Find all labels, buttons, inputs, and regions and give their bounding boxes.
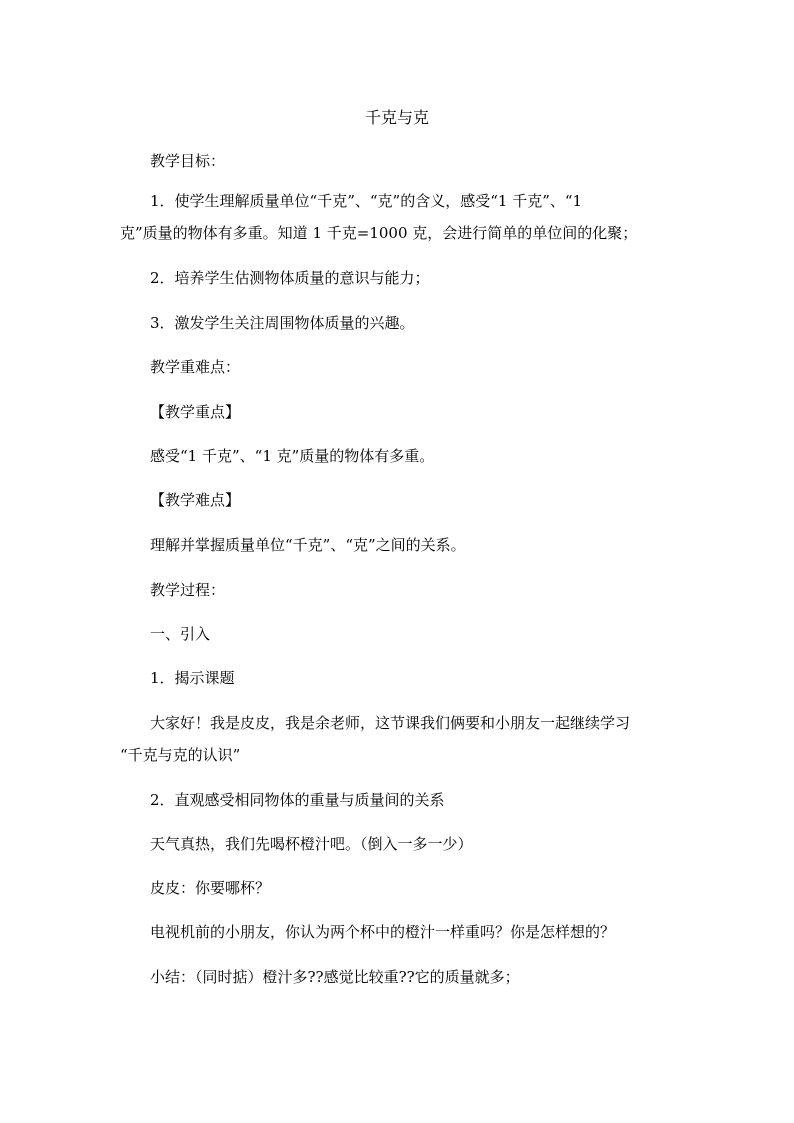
document-title: 千克与克	[364, 108, 429, 127]
viewer-question: 电视机前的小朋友，你认为两个杯中的橙汁一样重吗？你是怎样想的？	[150, 923, 616, 941]
summary-text: 小结：（同时掂）橙汁多??感觉比较重??它的质量就多；	[150, 968, 520, 986]
step-1-title: 1．揭示课题	[150, 669, 235, 687]
orange-juice-text: 天气真热，我们先喝杯橙汁吧。（倒入一多一少）	[150, 835, 473, 853]
intro-speech-line-2: “千克与克的认识”	[120, 746, 241, 764]
intro-speech-line-1: 大家好！我是皮皮，我是余老师，这节课我们俩要和小朋友一起继续学习	[150, 714, 631, 732]
teaching-goals-heading: 教学目标：	[150, 152, 226, 170]
section-intro: 一、引入	[150, 625, 211, 643]
key-points-text: 感受“1 千克”、“1 克”质量的物体有多重。	[150, 447, 435, 465]
goal-2: 2．培养学生估测物体质量的意识与能力；	[150, 269, 430, 287]
key-points-label: 【教学重点】	[150, 403, 241, 421]
goal-1-line-2: 克”质量的物体有多重。知道 1 千克=1000 克，会进行简单的单位间的化聚；	[120, 224, 638, 242]
goal-1-line-1: 1．使学生理解质量单位“千克”、“克”的含义，感受“1 千克”、“1	[150, 192, 583, 210]
teaching-process-heading: 教学过程：	[150, 581, 226, 599]
step-2-title: 2．直观感受相同物体的重量与质量间的关系	[150, 791, 445, 809]
difficult-points-text: 理解并掌握质量单位“千克”、“克”之间的关系。	[150, 536, 466, 554]
key-difficulty-heading: 教学重难点：	[150, 358, 241, 376]
difficult-points-label: 【教学难点】	[150, 491, 241, 509]
goal-3: 3．激发学生关注周围物体质量的兴趣。	[150, 314, 415, 332]
pipi-question: 皮皮：你要哪杯？	[150, 879, 271, 897]
